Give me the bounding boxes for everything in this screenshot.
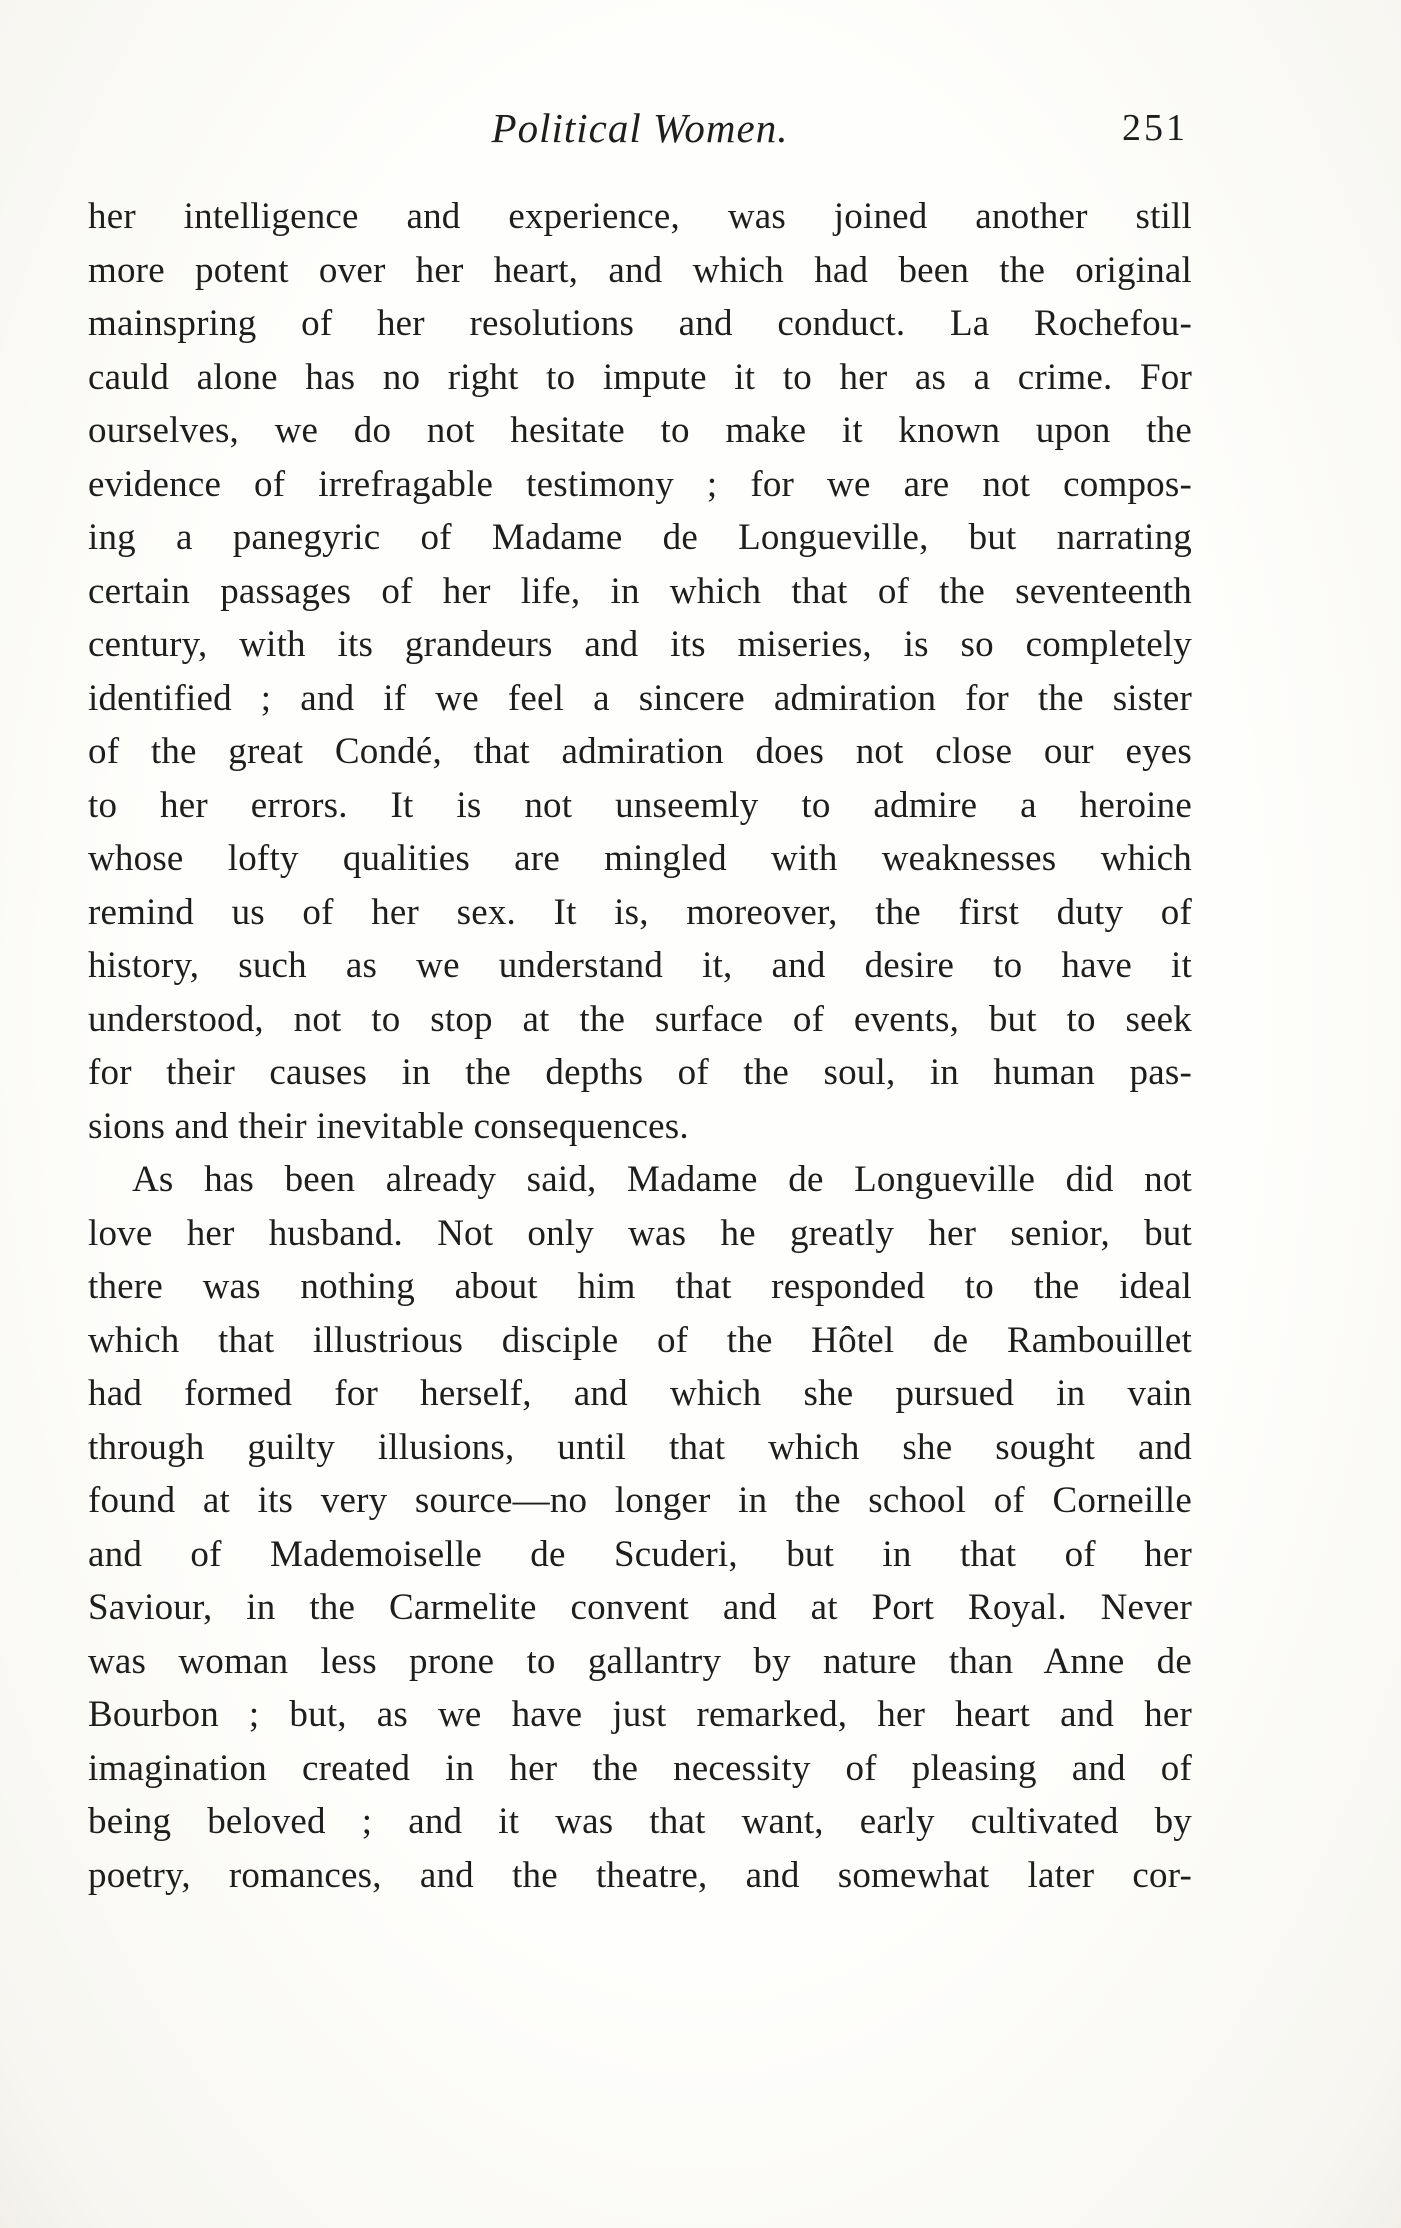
text-line: which that illustrious disciple of the Hôtel de Rambouillet <box>88 1319 1192 1361</box>
text-line: Saviour, in the Carmelite convent and at Port Royal. Never <box>88 1587 1192 1628</box>
text-line: found at its very source—no longer in the school of Corneille <box>88 1480 1192 1521</box>
text-line: of the great Condé, that admiration does not close our eyes <box>88 731 1192 772</box>
text-line: mainspring of her resolutions and conduct. La Rochefou- <box>88 303 1192 344</box>
text-line: certain passages of her life, in which that of the seventeenth <box>88 570 1192 612</box>
paragraph <box>88 1153 1192 1902</box>
text-line: was woman less prone to gallantry by nature than Anne de <box>88 1640 1192 1682</box>
text-line: through guilty illusions, until that which she sought and <box>88 1426 1192 1468</box>
text-line: sions and their inevitable consequences. <box>88 1105 689 1147</box>
text-line: understood, not to stop at the surface of events, but to seek <box>88 998 1192 1040</box>
text-block <box>88 104 1192 1902</box>
text-line: more potent over her heart, and which had been the original <box>88 249 1192 291</box>
text-line: evidence of irrefragable testimony ; for we are not compos- <box>88 463 1192 505</box>
text-line: for their causes in the depths of the soul, in human pas- <box>88 1052 1192 1093</box>
page-number: 251 <box>1122 107 1188 149</box>
page-title: Political Women. <box>491 105 789 151</box>
text-line: Bourbon ; but, as we have just remarked, her heart and her <box>88 1694 1192 1735</box>
text-line: there was nothing about him that responded to the ideal <box>88 1266 1192 1307</box>
text-line: poetry, romances, and the theatre, and somewhat later cor- <box>88 1854 1192 1896</box>
text-line: identified ; and if we feel a sincere admiration for the sister <box>88 677 1192 719</box>
text-line: century, with its grandeurs and its miseries, is so completely <box>88 624 1192 665</box>
paragraph <box>88 190 1192 1153</box>
text-line: imagination created in her the necessity of pleasing and of <box>88 1747 1192 1789</box>
text-line: whose lofty qualities are mingled with weaknesses which <box>88 838 1192 879</box>
text-line: cauld alone has no right to impute it to her as a crime. For <box>88 356 1192 398</box>
text-line: being beloved ; and it was that want, early cultivated by <box>88 1801 1192 1842</box>
text-line: love her husband. Not only was he greatly her senior, but <box>88 1212 1192 1254</box>
page-body <box>88 190 1192 1902</box>
text-line: history, such as we understand it, and desire to have it <box>88 945 1192 986</box>
text-line: ing a panegyric of Madame de Longueville, but narrating <box>88 517 1192 558</box>
text-line: As has been already said, Madame de Longueville did not <box>132 1159 1192 1200</box>
text-line: ourselves, we do not hesitate to make it known upon the <box>88 410 1192 451</box>
running-header <box>88 104 1192 168</box>
text-line: to her errors. It is not unseemly to admire a heroine <box>88 784 1192 826</box>
text-line: her intelligence and experience, was joined another still <box>88 196 1192 237</box>
text-line: and of Mademoiselle de Scuderi, but in that of her <box>88 1533 1192 1575</box>
text-line: had formed for herself, and which she pursued in vain <box>88 1373 1192 1414</box>
text-line: remind us of her sex. It is, moreover, the first duty of <box>88 891 1192 933</box>
